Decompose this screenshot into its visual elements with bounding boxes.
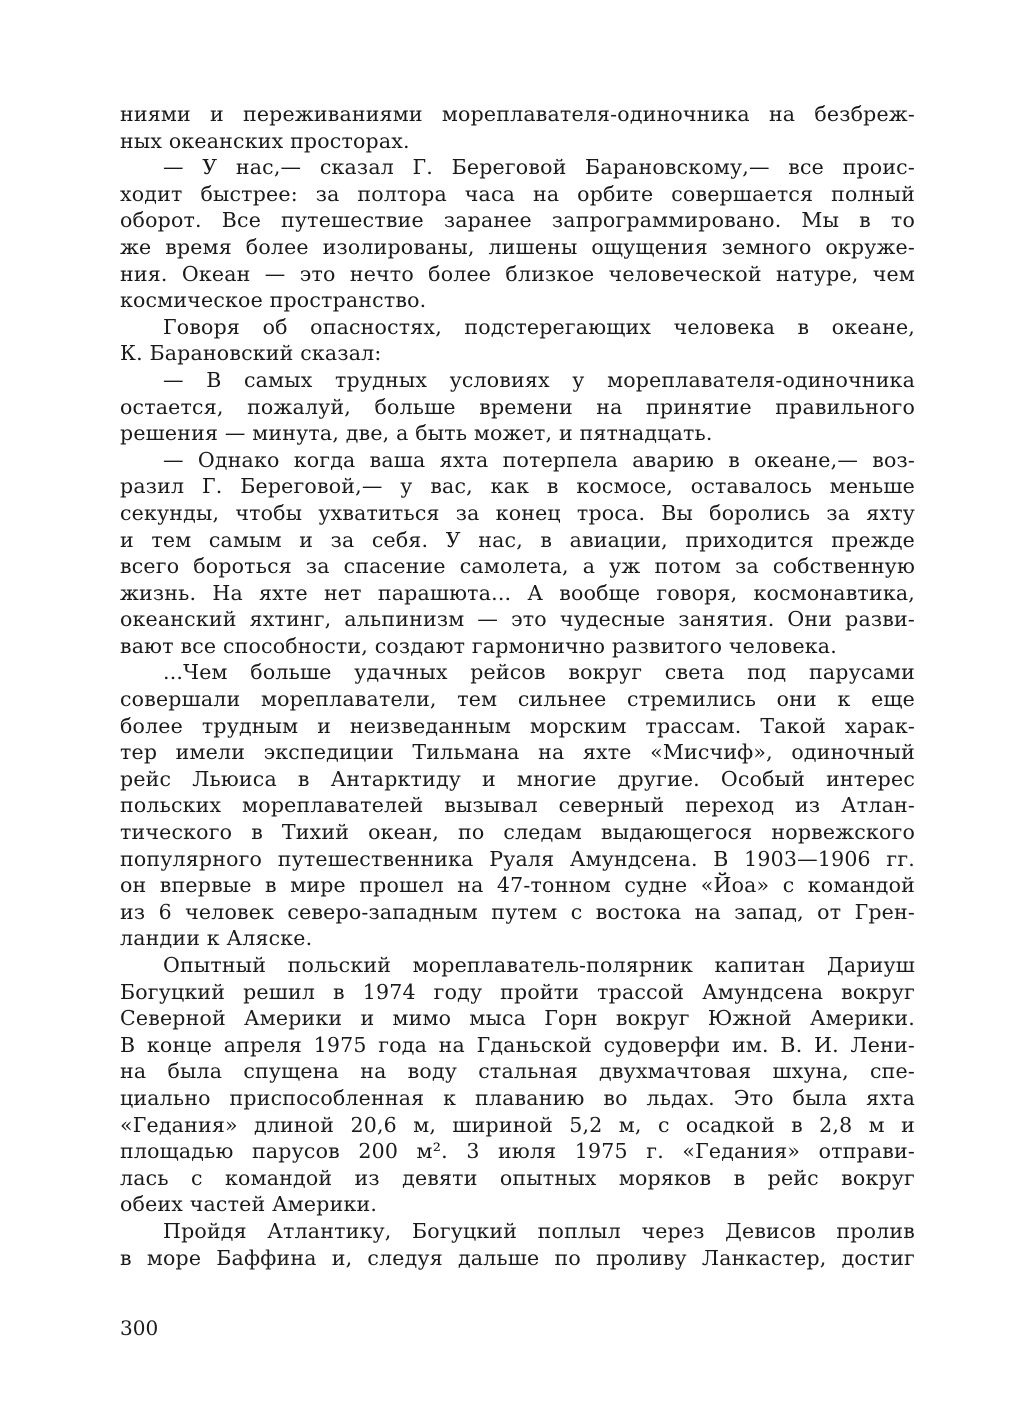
paragraph: [120, 367, 915, 447]
text-line: океанский яхтинг, альпинизм — это чудесные занятия. Они разви-: [120, 607, 915, 632]
text-line: обеих частей Америки.: [120, 1192, 378, 1217]
text-line: остается, пожалуй, больше времени на принятие правильного: [120, 394, 915, 419]
text-line: площадью парусов 200 м². 3 июля 1975 г. «Гедания» отправи-: [120, 1139, 915, 1164]
paragraph: [120, 659, 915, 952]
text-line: популярного путешественника Руаля Амундсена. В 1903—1906 гг.: [120, 846, 915, 871]
text-line: «Гедания» длиной 20,6 м, шириной 5,2 м, с осадкой в 2,8 м и: [120, 1112, 915, 1137]
text-line: жизнь. На яхте нет парашюта... А вообще говоря, космонавтика,: [120, 580, 915, 605]
text-line: в море Баффина и, следуя дальше по проливу Ланкастер, достиг: [120, 1245, 915, 1270]
text-line: Опытный польский мореплаватель-полярник капитан Дариуш: [163, 953, 915, 977]
text-line: Северной Америки и мимо мыса Горн вокруг Южной Америки.: [120, 1006, 915, 1031]
text-line: ния. Океан — это нечто более близкое человеческой натуре, чем: [120, 261, 915, 286]
text-line: ных океанских просторах.: [120, 128, 410, 153]
text-line: разил Г. Береговой,— у вас, как в космосе, оставалось меньше: [120, 474, 915, 499]
text-line: решения — минута, две, а быть может, и пятнадцать.: [120, 421, 713, 446]
text-line: же время более изолированы, лишены ощущения земного окруже-: [120, 234, 915, 259]
paragraph: [120, 1218, 915, 1271]
text-line: ниями и переживаниями мореплавателя-одиночника на безбреж-: [120, 102, 915, 126]
page-number: 300: [120, 1316, 159, 1340]
paragraph: [120, 154, 915, 314]
text-line: тер имели экспедиции Тильмана на яхте «Мисчиф», одиночный: [120, 740, 915, 765]
text-line: рейс Льюиса в Антарктиду и многие другие. Особый интерес: [120, 766, 915, 791]
text-line: циально приспособленная к плаванию во льдах. Это была яхта: [120, 1085, 915, 1110]
paragraph: [120, 952, 915, 1218]
text-line: и тем самым и за себя. У нас, в авиации, приходится прежде: [120, 527, 915, 552]
text-line: он впервые в мире прошел на 47-тонном судне «Йоа» с командой: [120, 873, 915, 898]
text-line: ландии к Аляске.: [120, 926, 313, 951]
text-line: на была спущена на воду стальная двухмачтовая шхуна, спе-: [120, 1059, 915, 1084]
text-line: польских мореплавателей вызывал северный переход из Атлан-: [120, 793, 915, 818]
text-line: Говоря об опасностях, подстерегающих человека в океане,: [163, 314, 915, 339]
text-line: — У нас,— сказал Г. Береговой Барановскому,— все проис-: [163, 155, 915, 180]
text-line: ходит быстрее: за полтора часа на орбите совершается полный: [120, 181, 915, 206]
text-line: более трудным и неизведанным морским трассам. Такой харак-: [120, 713, 915, 738]
text-line: вают все способности, создают гармонично развитого человека.: [120, 633, 837, 658]
text-line: ...Чем больше удачных рейсов вокруг света под парусами: [163, 660, 915, 685]
paragraph: [120, 101, 915, 154]
text-line: всего бороться за спасение самолета, а уж потом за собственную: [120, 554, 915, 579]
paragraph: [120, 314, 915, 367]
page-body-text: [120, 101, 915, 1271]
text-line: — В самых трудных условиях у мореплавателя-одиночника: [163, 367, 915, 392]
text-line: тического в Тихий океан, по следам выдающегося норвежского: [120, 820, 915, 845]
text-line: В конце апреля 1975 года на Гданьской судоверфи им. В. И. Лени-: [120, 1032, 915, 1057]
text-line: — Однако когда ваша яхта потерпела аварию в океане,— воз-: [163, 447, 915, 472]
text-line: К. Барановский сказал:: [120, 341, 382, 366]
text-line: Богуцкий решил в 1974 году пройти трассой Амундсена вокруг: [120, 979, 915, 1004]
text-line: космическое пространство.: [120, 288, 427, 313]
text-line: совершали мореплаватели, тем сильнее стремились они к еще: [120, 687, 915, 712]
text-line: лась с командой из девяти опытных моряков в рейс вокруг: [120, 1165, 915, 1190]
text-line: Пройдя Атлантику, Богуцкий поплыл через Девисов пролив: [163, 1218, 915, 1243]
paragraph: [120, 447, 915, 660]
text-line: оборот. Все путешествие заранее запрограммировано. Мы в то: [120, 208, 915, 233]
text-line: из 6 человек северо-западным путем с востока на запад, от Грен-: [120, 899, 915, 924]
text-line: секунды, чтобы ухватиться за конец троса. Вы боролись за яхту: [120, 500, 915, 525]
